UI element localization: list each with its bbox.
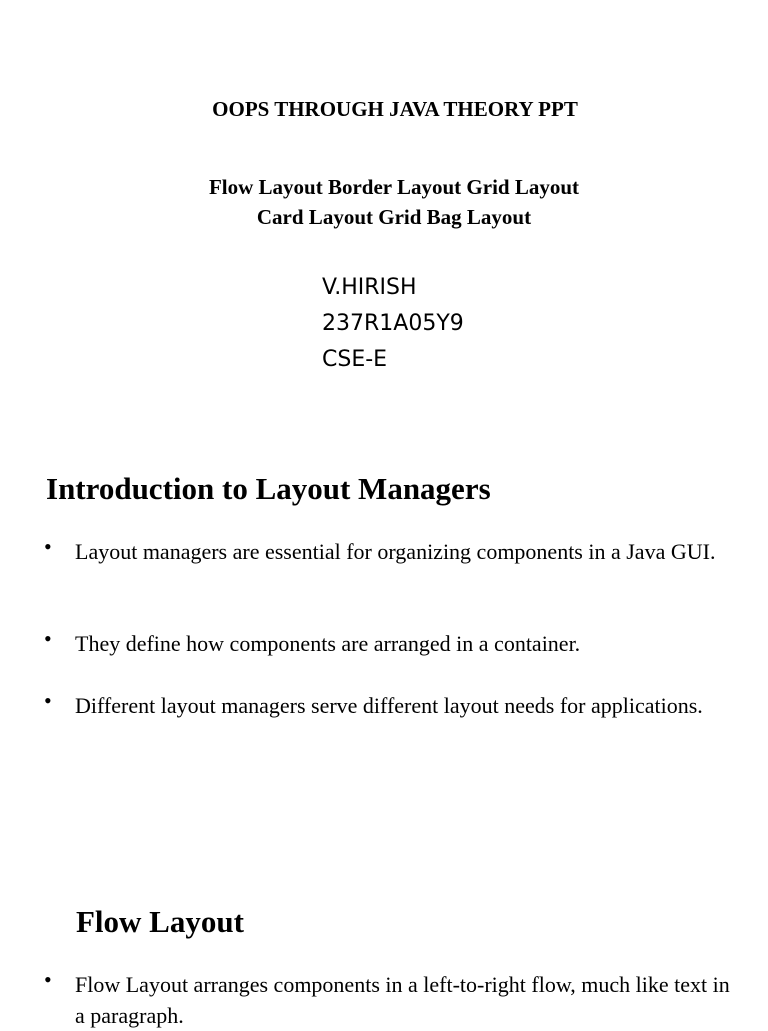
author-roll-number: 237R1A05Y9 — [322, 311, 464, 336]
bullet-icon: • — [44, 688, 52, 713]
bullet-icon: • — [44, 626, 52, 651]
subtitle-line-2: Card Layout Grid Bag Layout — [256, 205, 532, 229]
list-item-text: Flow Layout arranges components in a left-to-right flow, much like text in a paragraph. — [75, 972, 730, 1028]
author-section: CSE-E — [322, 347, 388, 372]
document-title: OOPS THROUGH JAVA THEORY PPT — [212, 97, 578, 121]
list-item-text: Layout managers are essential for organizing components in a Java GUI. — [75, 539, 716, 564]
list-item-text: They define how components are arranged in a container. — [75, 631, 581, 656]
bullet-icon: • — [44, 967, 52, 992]
author-name: V.HIRISH — [322, 275, 417, 300]
section-heading-flow-layout: Flow Layout — [76, 904, 244, 939]
section-heading-introduction: Introduction to Layout Managers — [46, 471, 491, 506]
list-item-text: Different layout managers serve different layout needs for applications. — [75, 693, 703, 718]
bullet-icon: • — [44, 534, 52, 559]
subtitle-line-1: Flow Layout Border Layout Grid Layout — [208, 175, 580, 199]
